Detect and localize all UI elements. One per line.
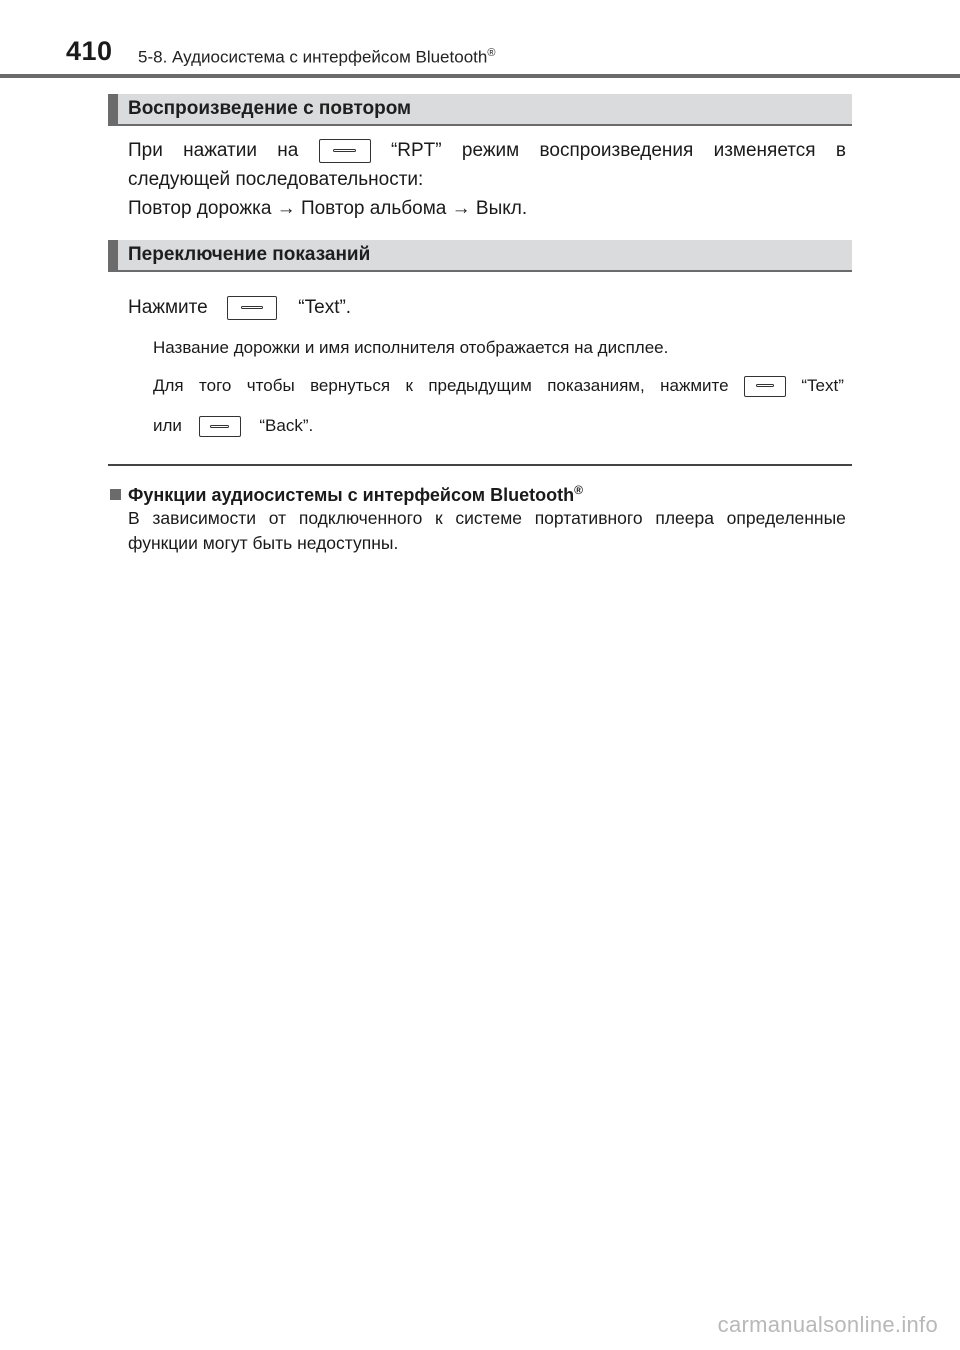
- note-heading: [110, 478, 583, 507]
- word: В: [128, 508, 140, 528]
- word: вернуться: [310, 376, 391, 395]
- repeat-sequence: Повтор дорожка → Повтор альбома → Выкл.: [128, 198, 528, 219]
- word: предыдущим: [428, 376, 532, 395]
- word: “Text”: [801, 376, 844, 395]
- registered-mark: ®: [574, 483, 583, 497]
- section-heading-display: [108, 240, 852, 272]
- word: подключенного: [298, 508, 423, 528]
- chapter-title: [138, 42, 495, 69]
- word: При: [128, 140, 163, 161]
- word: изменяется: [713, 140, 816, 161]
- word: на: [277, 140, 299, 161]
- word: плеера: [655, 508, 714, 528]
- step-prefix: Нажмите: [128, 297, 208, 318]
- rpt-button-icon: [319, 139, 371, 163]
- alt-suffix: “Back”.: [259, 416, 314, 435]
- watermark: carmanualsonline.info: [717, 1312, 938, 1337]
- repeat-paragraph-line-1: [128, 138, 846, 164]
- word: определенные: [726, 508, 846, 528]
- word: системе: [455, 508, 522, 528]
- alt-prefix: или: [153, 416, 182, 435]
- registered-mark: ®: [487, 47, 496, 59]
- word: показаниям,: [547, 376, 645, 395]
- word: нажатии: [183, 140, 257, 161]
- display-alt-line: [153, 414, 313, 438]
- chapter-title-text: 5-8. Аудиосистема с интерфейсом Bluetooth: [138, 47, 488, 67]
- word: режим: [461, 140, 520, 161]
- note-paragraph-line-2: функции могут быть недоступны.: [128, 533, 399, 553]
- note-paragraph-line-1: [128, 506, 846, 530]
- display-step: [128, 295, 351, 321]
- display-return-line: [153, 374, 844, 398]
- section-heading-repeat: [108, 94, 852, 126]
- word: к: [405, 376, 413, 395]
- page-header: [0, 0, 960, 78]
- repeat-paragraph-line-2: следующей последовательности:: [128, 169, 424, 190]
- step-suffix: “Text”.: [298, 297, 352, 318]
- word: к: [435, 508, 443, 528]
- display-info-line: Название дорожки и имя исполнителя отображается на дисплее.: [153, 338, 669, 357]
- word: портативного: [534, 508, 643, 528]
- note-title: Функции аудиосистемы с интерфейсом Bluetooth: [128, 485, 575, 505]
- text-button-icon: [744, 376, 786, 397]
- word: чтобы: [246, 376, 295, 395]
- section-title-display: Переключение показаний: [128, 244, 371, 265]
- header-rule: [0, 74, 960, 78]
- word: воспроизведения: [539, 140, 694, 161]
- text-button-icon: [227, 296, 277, 320]
- section-divider: [108, 464, 852, 466]
- word: “RPT”: [390, 140, 442, 161]
- word: нажмите: [660, 376, 729, 395]
- word: в: [835, 140, 846, 161]
- section-title-repeat: Воспроизведение с повтором: [128, 98, 412, 119]
- page-number: 410: [66, 36, 113, 66]
- square-bullet-icon: [110, 489, 121, 500]
- word: того: [199, 376, 232, 395]
- word: зависимости: [152, 508, 257, 528]
- word: Для: [153, 376, 184, 395]
- back-button-icon: [199, 416, 241, 437]
- word: от: [268, 508, 287, 528]
